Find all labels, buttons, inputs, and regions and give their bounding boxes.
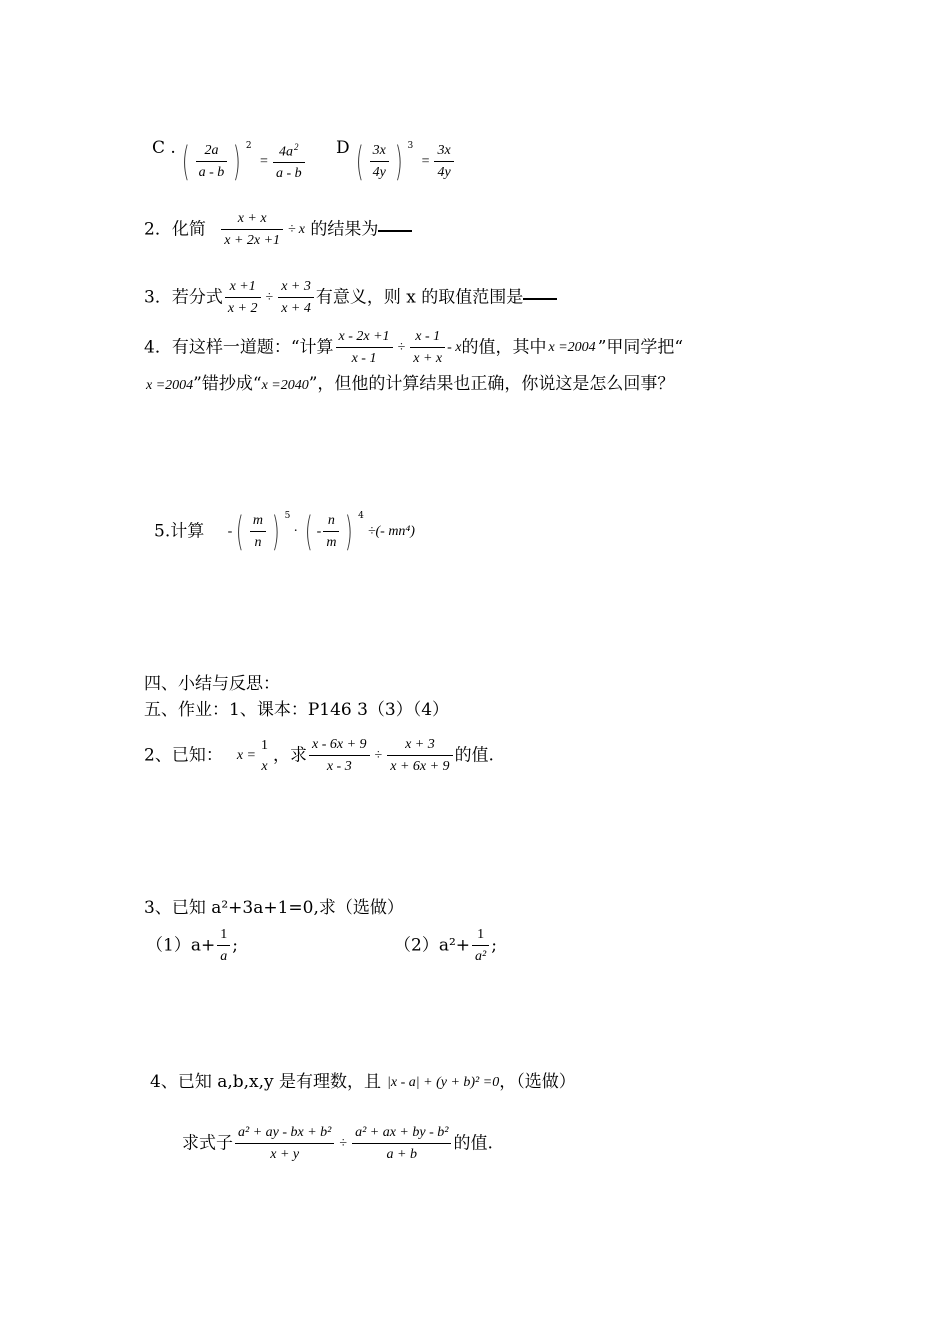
option-d <box>336 140 350 157</box>
q4-label: 4．有这样一道题：“计算 <box>144 337 334 358</box>
q3-fraction-1: $\frac{x +1}{x + 2}$ <box>225 280 261 316</box>
d-rhs-fraction: $\frac{3x}{4y}$ <box>434 144 453 180</box>
homework-4: 4、已知 a,b,x,y 是有理数，且 |x - a| + (y + b)² =0，（选做） <box>150 1072 576 1092</box>
option-d-label: D <box>336 138 350 158</box>
q5-label: 5.计算 <box>154 521 205 542</box>
d-lhs-fraction: $\frac{3x}{4y}$ <box>370 144 389 180</box>
q3-answer-blank[interactable] <box>523 297 557 300</box>
question-2: 2．化简 $\frac{x + x}{x + 2x +1}$ ÷ x 的结果为 <box>144 212 412 248</box>
q2-fraction: $\frac{x + x}{x + 2x +1}$ <box>221 212 283 248</box>
hw4-fraction-2: $\frac{\text{a² + ax + by - b²}}{a + b}$ <box>352 1126 451 1162</box>
hw3-part-2: （2）a²+ $\frac{1}{\text{a²}}$ ; <box>394 927 497 964</box>
hw2-fraction-1: $\frac{x - 6x + 9}{x - 3}$ <box>309 738 370 774</box>
option-c-label: C . <box>152 138 176 158</box>
hw3-p1-fraction: $\frac{1}{a}$ <box>217 928 230 964</box>
q2-label: 2．化简 <box>144 219 206 240</box>
q1-d-expression: ( $\frac{3x}{4y}$ ) $^3$ = $\frac{3x}{4y}$ <box>352 142 456 182</box>
q4-fraction-2: $\frac{x - 1}{x + x}$ <box>410 330 445 366</box>
q1-c-expression: ( $\frac{2a}{a - b}$ ) $^2$ = $\frac{4a^2}{a - b}$ <box>178 142 307 182</box>
q3-label: 3．若分式 <box>144 287 223 308</box>
homework-2: 2、已知： x = 1 x ，求 $\frac{x - 6x + 9}{x - 3}$ ÷ $\frac{x + 3}{x + 6x + 9}$ 的值. <box>144 737 494 774</box>
c-lhs-fraction: $\frac{2a}{a - b}$ <box>196 144 228 180</box>
hw3-p2-fraction: $\frac{1}{\text{a²}}$ <box>472 928 489 964</box>
section-4-heading: 四、小结与反思： <box>144 674 280 694</box>
q5-fraction-2: $\frac{n}{m}$ <box>323 514 339 550</box>
hw3-part-1: （1）a+ $\frac{1}{a}$ ; <box>146 927 238 964</box>
hw4-fraction-1: $\frac{\text{a² + ay - bx + b²}}{x + y}$ <box>235 1126 334 1162</box>
hw4-expression: 求式子 $\frac{\text{a² + ay - bx + b²}}{x + y}$ ÷ $\frac{\text{a² + ax + by - b²}}{a + b}$ 的值. <box>182 1125 493 1162</box>
q1-options <box>152 140 176 157</box>
hw2-fraction-2: $\frac{x + 3}{x + 6x + 9}$ <box>387 738 452 774</box>
section-5-heading: 五、作业：1、课本：P146 3（3）（4） <box>144 700 450 720</box>
q2-answer-blank[interactable] <box>378 229 412 232</box>
question-3: 3．若分式 $\frac{x +1}{x + 2}$ ÷ $\frac{x + 3}{x + 4}$ 有意义，则 x 的取值范围是 <box>144 280 557 316</box>
hw2-eq-fraction: 1 x <box>261 737 268 774</box>
homework-3: 3、已知 a²+3a+1=0,求（选做） <box>144 898 404 918</box>
hw4-label: 4、已知 a,b,x,y 是有理数，且 <box>150 1072 382 1092</box>
question-4-line-2: x =2004”错抄成“x =2040”，但他的计算结果也正确，你说这是怎么回事？ <box>146 374 675 394</box>
q4-fraction-1: $\frac{x - 2x +1}{x - 1}$ <box>336 330 393 366</box>
q5-fraction-1: $\frac{m}{n}$ <box>250 514 266 550</box>
question-5: 5.计算 -( $\frac{m}{n}$ ) $^5$· ( - $\frac{n}{m}$ ) $^4$÷(- mn⁴) <box>154 509 415 555</box>
question-4: 4．有这样一道题：“计算 $\frac{x - 2x +1}{x - 1}$ ÷ $\frac{x - 1}{x + x}$ - x的值，其中 x =2004 ”甲同学把“ <box>144 329 684 366</box>
hw2-label: 2、已知： <box>144 745 223 766</box>
c-rhs-fraction: $\frac{4a^2}{a - b}$ <box>273 143 305 182</box>
q3-fraction-2: $\frac{x + 3}{x + 4}$ <box>278 280 314 316</box>
